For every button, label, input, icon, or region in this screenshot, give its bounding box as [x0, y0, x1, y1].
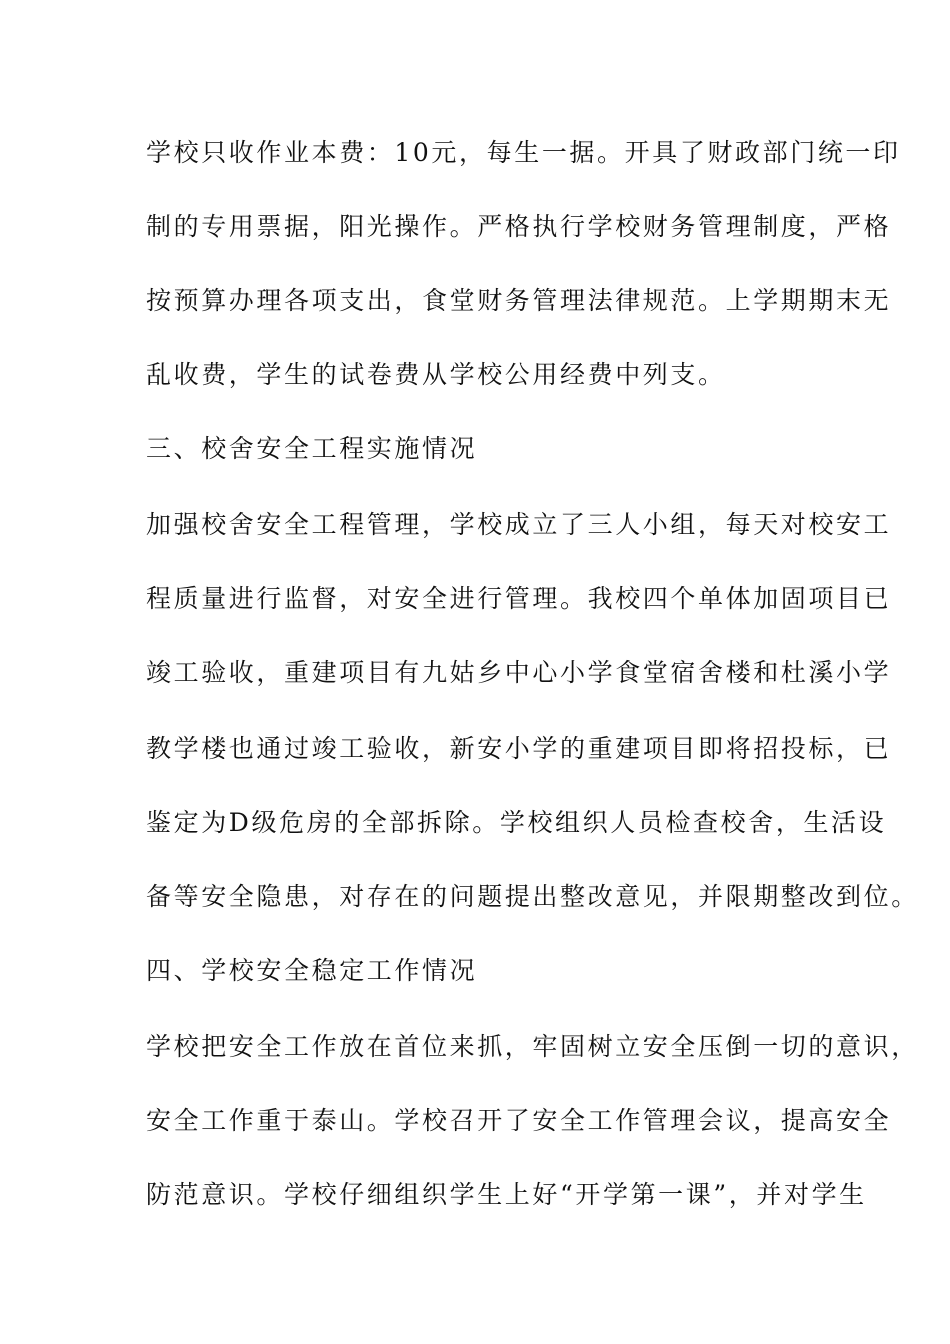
- section-heading-4: 四、学校安全稳定工作情况: [146, 956, 478, 985]
- text-line-15: 防范意识。学校仔细组织学生上好“开学第一课”，并对学生: [146, 1180, 867, 1209]
- text-line-2: 制的专用票据，阳光操作。严格执行学校财务管理制度，严格: [146, 212, 892, 241]
- section-heading-3: 三、校舍安全工程实施情况: [146, 434, 478, 463]
- text-line-8: 竣工验收，重建项目有九姑乡中心小学食堂宿舍楼和杜溪小学: [146, 658, 892, 687]
- text-line-6: 加强校舍安全工程管理，学校成立了三人小组，每天对校安工: [146, 510, 892, 539]
- text-line-14: 安全工作重于泰山。学校召开了安全工作管理会议，提高安全: [146, 1106, 892, 1135]
- text-line-13: 学校把安全工作放在首位来抓，牢固树立安全压倒一切的意识，: [146, 1032, 919, 1061]
- text-line-1: 学校只收作业本费：10元，每生一据。开具了财政部门统一印: [146, 138, 901, 167]
- text-line-3: 按预算办理各项支出，食堂财务管理法律规范。上学期期末无: [146, 286, 892, 315]
- text-line-10: 鉴定为D级危房的全部拆除。学校组织人员检查校舍，生活设: [146, 808, 887, 837]
- text-line-4: 乱收费，学生的试卷费从学校公用经费中列支。: [146, 360, 726, 389]
- text-line-11: 备等安全隐患，对存在的问题提出整改意见，并限期整改到位。: [146, 882, 919, 911]
- text-line-9: 教学楼也通过竣工验收，新安小学的重建项目即将招投标，已: [146, 734, 892, 763]
- text-line-7: 程质量进行监督，对安全进行管理。我校四个单体加固项目已: [146, 584, 892, 613]
